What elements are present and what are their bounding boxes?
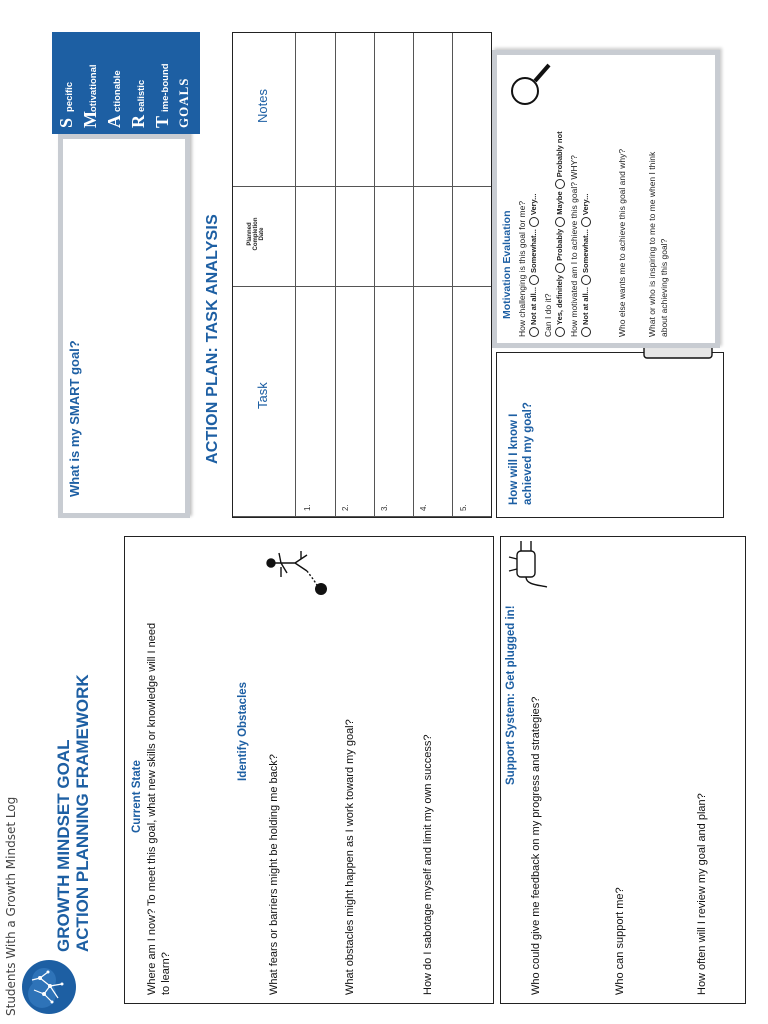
col-header-date: Planned Completion Date [247, 217, 265, 251]
radio-icon [529, 327, 539, 337]
motivation-evaluation-box [492, 50, 720, 348]
brain-network-icon [22, 960, 76, 1014]
support-question-2: Who can support me? [614, 887, 626, 995]
smart-row-r: Realistic [128, 79, 148, 128]
smart-goal-box [58, 134, 190, 518]
smart-goal-question: What is my SMART goal? [67, 340, 82, 497]
support-question-1: Who could give me feedback on my progress and strategies? [530, 696, 542, 995]
q1-option-1[interactable]: Not at all... [529, 287, 538, 337]
power-plug-icon [503, 537, 551, 589]
smart-acronym-panel [52, 32, 200, 134]
q1-options [529, 194, 539, 337]
radio-icon [581, 217, 591, 227]
smart-goals-word: GOALS [176, 77, 191, 128]
col-header-task: Task [255, 382, 270, 409]
obstacle-question-1: What fears or barriers might be holding me back? [268, 754, 280, 995]
row-number-1: 1. [303, 504, 312, 511]
achievement-box [496, 352, 724, 518]
current-state-title: Current State [131, 760, 143, 833]
header-caption: Students With a Growth Mindset Log [4, 796, 18, 1016]
current-state-question-line-1: Where am I now? To meet this goal, what new skills or knowledge will I need [146, 622, 158, 995]
obstacle-question-3: How do I sabotage myself and limit my own success? [422, 734, 434, 995]
radio-icon [529, 275, 539, 285]
current-state-question-line-2: to learn? [160, 952, 172, 995]
radio-icon [555, 217, 565, 227]
q2-option-4[interactable]: Probably not [555, 131, 564, 189]
action-plan-title: ACTION PLAN: TASK ANALYSIS [204, 214, 221, 464]
motivation-question-3: How motivated am I to achieve this goal? WHY? [569, 155, 579, 337]
motivation-question-5-line-1: What or who is inspiring to me to me when I think [647, 151, 657, 337]
smart-row-m: Motivational [80, 64, 100, 128]
col-header-notes: Notes [255, 89, 270, 123]
motivation-question-4: Who else wants me to achieve this goal and why? [617, 148, 627, 337]
row-number-3: 3. [380, 504, 389, 511]
radio-icon [555, 327, 565, 337]
obstacles-title: Identify Obstacles [237, 681, 249, 781]
q3-option-1[interactable]: Not at all... [581, 287, 590, 337]
radio-icon [581, 327, 591, 337]
support-title: Support System: Get plugged in! [505, 605, 517, 785]
q1-option-2[interactable]: Somewhat... [529, 229, 538, 285]
q1-option-3[interactable]: Very... [529, 194, 538, 228]
title-line-1: GROWTH MINDSET GOAL [54, 739, 73, 952]
current-state-question [145, 545, 173, 995]
row-number-5: 5. [459, 504, 468, 511]
title-line-2: ACTION PLANNING FRAMEWORK [73, 674, 92, 952]
current-state-obstacles-box [124, 536, 494, 1004]
motivation-title: Motivation Evaluation [501, 210, 513, 319]
q3-options [581, 194, 591, 337]
motivation-question-5-line-2: about achieving this goal? [659, 238, 669, 337]
q2-option-2[interactable]: Probably [555, 229, 564, 273]
motivation-question-2: Can I do it? [543, 293, 553, 337]
page-title [54, 674, 92, 952]
achievement-title: How will I know I achieved my goal? [508, 402, 534, 505]
support-system-box [500, 536, 746, 1004]
q3-option-2[interactable]: Somewhat... [581, 229, 590, 285]
support-question-3: How often will I review my goal and plan? [696, 793, 708, 995]
smart-row-a: Actionable [104, 70, 124, 128]
radio-icon [555, 263, 565, 273]
magnifying-glass-icon [503, 59, 555, 111]
row-number-4: 4. [419, 504, 428, 511]
radio-icon [581, 275, 591, 285]
q3-option-3[interactable]: Very... [581, 194, 590, 228]
smart-row-t: Time-bound [152, 63, 172, 128]
ball-and-chain-figure-icon [261, 537, 331, 599]
smart-row-s: Specific [56, 81, 76, 128]
radio-icon [529, 217, 539, 227]
row-number-2: 2. [341, 504, 350, 511]
motivation-question-1: How challenging is this goal for me? [517, 200, 527, 337]
radio-icon [555, 179, 565, 189]
task-analysis-table [232, 32, 492, 518]
obstacle-question-2: What obstacles might happen as I work toward my goal? [344, 719, 356, 995]
q2-option-1[interactable]: Yes, definitely [555, 275, 564, 337]
q2-option-3[interactable]: Maybe [555, 191, 564, 226]
q2-options [555, 131, 565, 337]
